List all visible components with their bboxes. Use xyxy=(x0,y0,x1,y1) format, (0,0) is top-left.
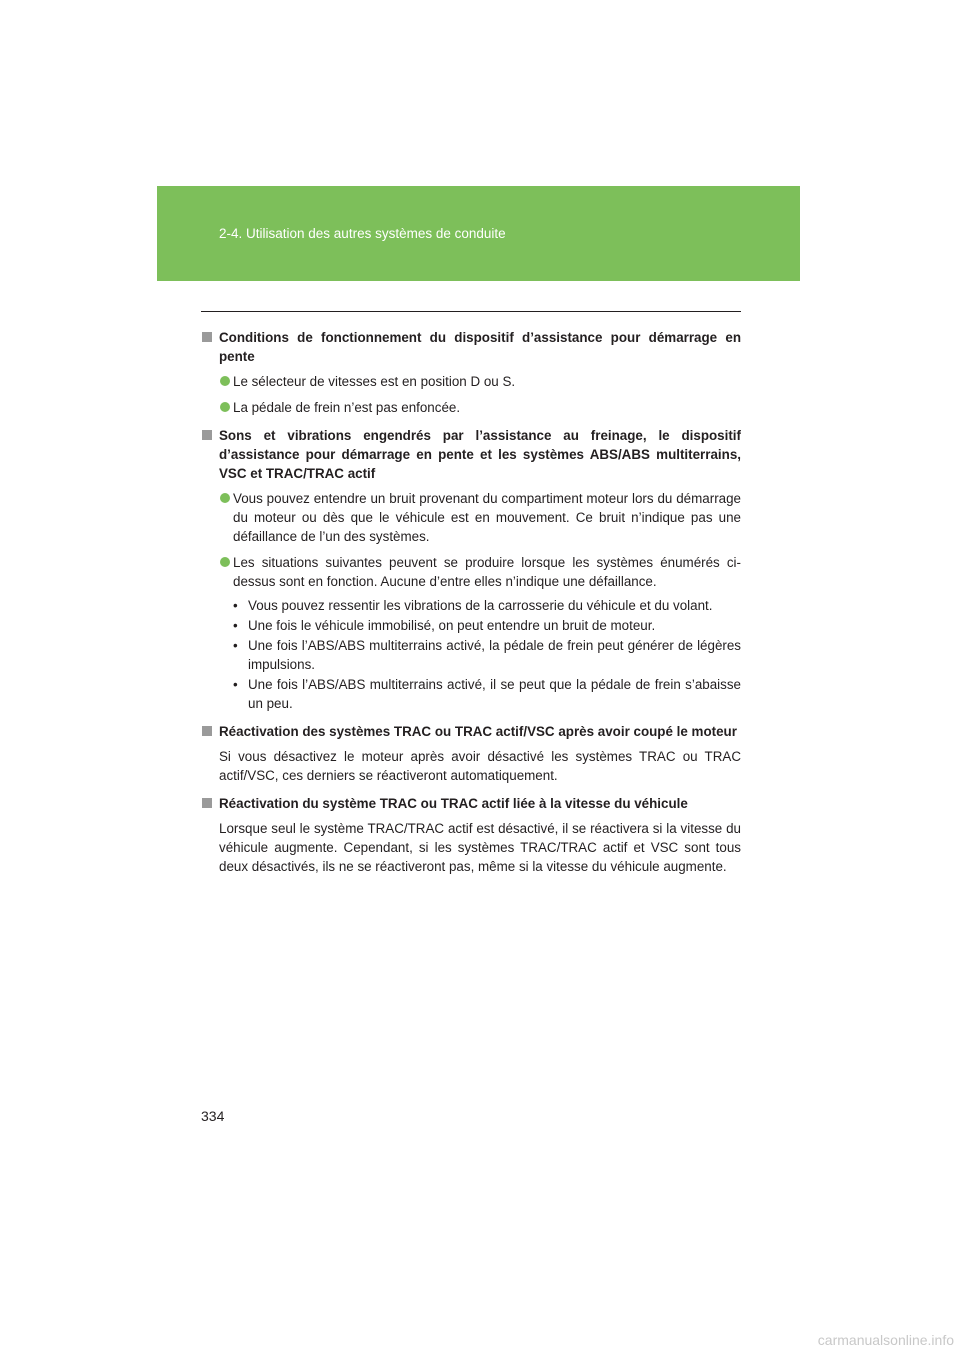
section-heading: Réactivation des systèmes TRAC ou TRAC actif/VSC après avoir coupé le moteur xyxy=(201,722,741,741)
section-paragraph: Lorsque seul le système TRAC/TRAC actif est désactivé, il se réactivera si la vitesse du véhicule augmente. Cependant, si les systèmes TRAC/TRAC actif et VSC sont tous deux désactivés, ils ne se réactiveront pas, même si la vitesse du véhicule augmente. xyxy=(219,821,741,874)
bullet-item: Les situations suivantes peuvent se produire lorsque les systèmes énumérés ci-dessus sont en fonction. Aucune d’entre elles n’indique une défaillance. xyxy=(201,553,741,591)
section-heading: Conditions de fonctionnement du dispositif d’assistance pour démarrage en pente xyxy=(201,328,741,366)
bullet-dot-icon xyxy=(220,493,230,503)
section-trac-reactivation-speed xyxy=(201,794,741,876)
sub-item: • Une fois l’ABS/ABS multiterrains activé, la pédale de frein peut générer de légères impulsions. xyxy=(233,638,741,672)
square-marker-icon xyxy=(202,430,212,440)
bullet-item: Vous pouvez entendre un bruit provenant du compartiment moteur lors du démarrage du moteur ou dès que le véhicule est en mouvement. Ce bruit n’indique pas une défaillance de l’un des systèmes. xyxy=(201,489,741,546)
section-hill-start-conditions xyxy=(201,328,741,417)
sub-item-list xyxy=(201,596,741,713)
section-title: 2-4. Utilisation des autres systèmes de conduite xyxy=(219,226,506,241)
sub-item: • Une fois l’ABS/ABS multiterrains activé, il se peut que la pédale de frein s’abaisse un peu. xyxy=(233,677,741,711)
middle-dot-icon: • xyxy=(233,618,238,633)
middle-dot-icon: • xyxy=(233,677,238,692)
sub-item: • Vous pouvez ressentir les vibrations de la carrosserie du véhicule et du volant. xyxy=(233,598,713,613)
middle-dot-icon: • xyxy=(233,598,238,613)
bullet-item: La pédale de frein n’est pas enfoncée. xyxy=(201,398,741,417)
square-marker-icon xyxy=(202,798,212,808)
section-heading: Réactivation du système TRAC ou TRAC actif liée à la vitesse du véhicule xyxy=(201,794,741,813)
bullet-dot-icon xyxy=(220,557,230,567)
top-divider xyxy=(201,311,741,312)
middle-dot-icon: • xyxy=(233,638,238,653)
square-marker-icon xyxy=(202,332,212,342)
bullet-item: Le sélecteur de vitesses est en position D ou S. xyxy=(201,372,741,391)
section-paragraph: Si vous désactivez le moteur après avoir désactivé les systèmes TRAC ou TRAC actif/VSC, ces derniers se réactiveront automatiquement. xyxy=(219,749,741,783)
page-content xyxy=(201,328,741,885)
section-sounds-vibrations xyxy=(201,426,741,713)
section-heading: Sons et vibrations engendrés par l’assistance au freinage, le dispositif d’assistance pour démarrage en pente et les systèmes ABS/ABS multiterrains, VSC et TRAC/TRAC actif xyxy=(201,426,741,483)
watermark: carmanualsonline.info xyxy=(817,1332,954,1348)
bullet-dot-icon xyxy=(220,376,230,386)
page-number: 334 xyxy=(201,1108,225,1124)
section-trac-reactivation-engine xyxy=(201,722,741,785)
section-header-band xyxy=(157,186,800,281)
square-marker-icon xyxy=(202,726,212,736)
sub-item: • Une fois le véhicule immobilisé, on peut entendre un bruit de moteur. xyxy=(233,618,656,633)
bullet-dot-icon xyxy=(220,402,230,412)
